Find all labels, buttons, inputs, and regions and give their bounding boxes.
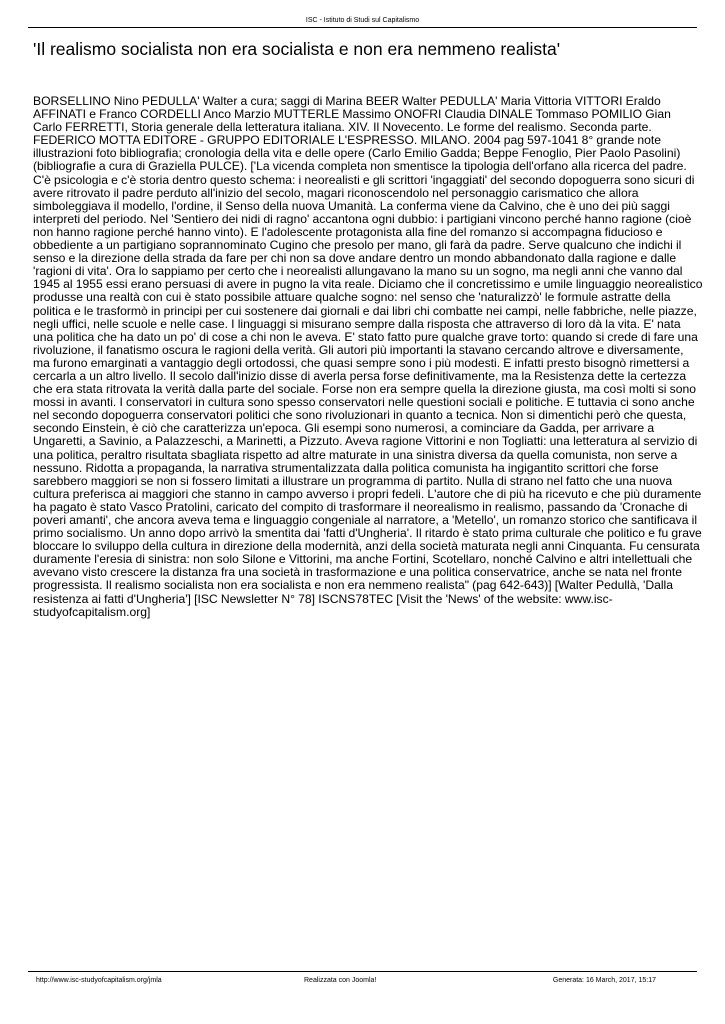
article-body: BORSELLINO Nino PEDULLA' Walter a cura; saggi di Marina BEER Walter PEDULLA' Maria Vittoria VITTORI Eraldo AFFINATI e Franco CORDELLI Anco Marzio MUTTERLE Massimo ONOFRI Claudia DINALE Tommaso POMILIO Gian Carlo FERRETTI, Storia generale della letteratura italiana. XIV. Il Novecento. Le forme del realismo. Seconda parte. FEDERICO MOTTA EDITORE - GRUPPO EDITORIALE L'ESPRESSO. MILANO. 2004 pag 597-1041 8° grande note illustrazioni foto bibliografia; cronologia della vita e delle opere (Carlo Emilio Gadda; Beppe Fenoglio, Pier Paolo Pasolini) (bibliografie a cura di Graziella PULCE). ['La vicenda completa non smentisce la tipologia dell'orfano alla ricerca del padre. C'è psicologia e c'è storia dentro questo schema: i neorealisti e gli scrittori 'ingaggiati' del secondo dopoguerra sono sicuri di avere ritrovato il padre perduto all'inizio del secolo, magari riconoscendolo nel personaggio carismatico che allora simboleggiava il modello, l'ordine, il Senso della nuova Umanità. La conferma viene da Calvino, che è uno dei più saggi interpreti del periodo. Nel 'Sentiero dei nidi di ragno' accantona ogni dubbio: i partigiani vincono perché hanno ragione (cioè non hanno ragione perché hanno vinto). E l'adolescente protagonista alla fine del romanzo si accompagna fiducioso e obbediente a un partigiano soprannominato Cugino che presolo per mano, gli farà da padre. Serve qualcuno che indichi il senso e la direzione della strada da fare per chi non sa dove andare dentro un mondo abbandonato dalla ragione e dalle 'ragioni di vita'. Ora lo sappiamo per certo che i neorealisti allungavano la mano su un sogno, ma negli anni che vanno dal 1945 al 1955 essi erano persuasi di avere in pugno la vita reale. Diciamo che il concretissimo e umile linguaggio neorealistico produsse una realtà con cui è stato possibile attuare qualche sogno: nel senso che 'naturalizzò' le formule astratte della politica e le trasformò in principi per cui sostenere dai giornali e dai libri chi combatte nei campi, nelle fabbriche, nelle piazze, negli uffici, nelle scuole e nelle case. I linguaggi si misurano sempre dalla risposta che attraverso di loro dà la vita. E' nata una politica che ha dato un po' di cose a chi non le aveva. E' stato fatto pure qualche grave torto: quando si crede di fare una rivoluzione, il fanatismo oscura le ragioni della verità. Gli autori più importanti la stavano cercando altrove e diversamente, ma furono emarginati a vantaggio degli ortodossi, che quasi sempre sono i più modesti. E infatti presto bisognò rimettersi a cercarla a un altro livello. Il secolo dall'inizio disse di averla persa forse definitivamente, ma la Resistenza dette la certezza che era stata ritrovata la verità dalla parte del sociale. Forse non era sempre quella la direzione giusta, ma così molti si sono mossi in avanti. I conservatori in cultura sono spesso conservatori nelle questioni sociali e politiche. E tuttavia ci sono anche nel secondo dopoguerra conservatori politici che sono rivoluzionari in quanto a tecnica. Non si dimentichi però che questa, secondo Einstein, è ciò che caratterizza un'epoca. Gli esempi sono numerosi, a cominciare da Gadda, per arrivare a Ungaretti, a Savinio, a Palazzeschi, a Marinetti, a Pizzuto. Aveva ragione Vittorini e non Togliatti: una letteratura al servizio di una politica, peraltro risultata sbagliata rispetto ad altre maturate in una sinistra diversa da quella comunista, non serve a nessuno. Ridotta a propaganda, la narrativa strumentalizzata dalla politica comunista ha ingigantito scrittori che forse sarebbero maggiori se non si fossero limitati a illustrare un programma di partito. Nulla di strano nel fatto che una nuova cultura preferisca ai maggiori che stanno in campo avverso i propri fedeli. L'autore che di più ha ricevuto e che più duramente ha pagato è stato Vasco Pratolini, caricato del compito di trasformare il neorealismo in realismo, passando da 'Cronache di poveri amanti', che ancora aveva tema e linguaggio congeniale al narratore, a 'Metello', un romanzo storico che santificava il primo socialismo. Un anno dopo arrivò la smentita dai 'fatti d'Ungheria'. Il ritardo è stato prima culturale che politico e fu grave bloccare lo sviluppo della cultura in direzione della modernità, anzi della società maturata negli anni Cinquanta. Fu censurata duramente l'eresia di sinistra: non solo Silone e Vittorini, ma anche Fortini, Scotellaro, nonché Calvino e altri intellettuali che avevano visto crescere la distanza fra una società in trasformazione e una politica conservatrice, anche se nata nel fronte progressista. Il realismo socialista non era socialista e non era nemmeno realista" (pag 642-643)] [Walter Pedullà, 'Dalla resistenza ai fatti d'Ungheria'] [ISC Newsletter N° 78] ISCNS78TEC [Visit the 'News' of the website: www.isc-studyofcapitalism.org] <box>33 94 703 619</box>
footer-url: http://www.isc-studyofcapitalism.org/jmla <box>36 977 162 984</box>
page-header <box>28 16 697 28</box>
page-footer <box>28 971 697 984</box>
site-name: ISC - Istituto di Studi sul Capitalismo <box>305 17 420 24</box>
footer-powered-by: Realizzata con Joomla! <box>304 977 377 984</box>
footer-generated-date: Generata: 16 March, 2017, 15:17 <box>552 977 656 984</box>
article-title: 'Il realismo socialista non era socialista e non era nemmeno realista' <box>33 39 561 59</box>
